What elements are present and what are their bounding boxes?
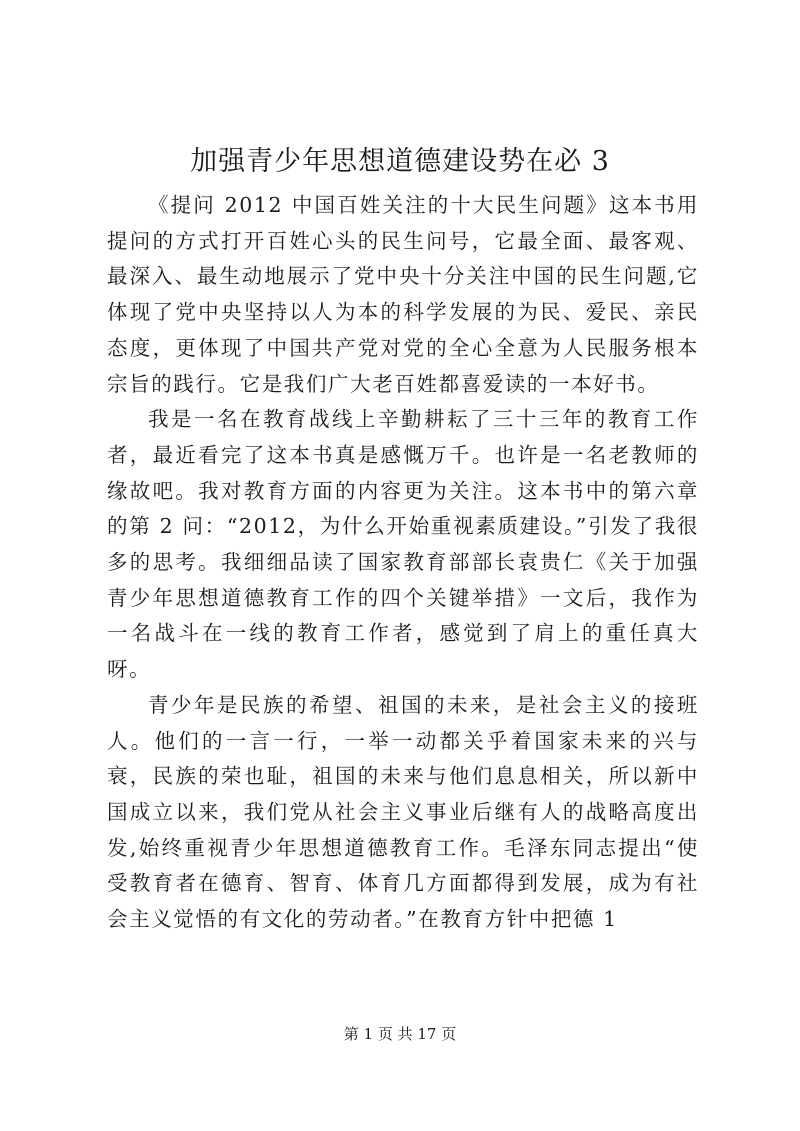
paragraph-3: 青少年是民族的希望、祖国的未来，是社会主义的接班人。他们的一言一行，一举一动都关乎着国家未来的兴与衰，民族的荣也耻，祖国的未来与他们息息相关，所以新中国成立以来，我们党从社会主义事业后继有人的战略高度出发,始终重视青少年思想道德教育工作。毛泽东同志提出“使受教育者在德育、智育、体育几方面都得到发展，成为有社会主义觉悟的有文化的劳动者。”在教育方针中把德 1	[107, 692, 699, 932]
document-body	[107, 188, 699, 938]
document-title: 加强青少年思想道德建设势在必 3	[190, 146, 610, 177]
paragraph-2: 我是一名在教育战线上辛勤耕耘了三十三年的教育工作者，最近看完了这本书真是感慨万千。也许是一名老教师的缘故吧。我对教育方面的内容更为关注。这本书中的第六章的第 2 问：“2012，为什么开始重视素质建设。”引发了我很多的思考。我细细品读了国家教育部部长袁贵仁《关于加强青少年思想道德教育工作的四个关键举措》一文后，我作为一名战斗在一线的教育工作者，感觉到了肩上的重任真大呀。	[107, 407, 699, 682]
paragraph-1: 《提问 2012 中国百姓关注的十大民生问题》这本书用提问的方式打开百姓心头的民生问号，它最全面、最客观、最深入、最生动地展示了党中央十分关注中国的民生问题,它体现了党中央坚持以人为本的科学发展的为民、爱民、亲民态度，更体现了中国共产党对党的全心全意为人民服务根本宗旨的践行。它是我们广大老百姓都喜爱读的一本好书。	[107, 193, 699, 396]
page-number-footer: 第 1 页 共 17 页	[343, 1025, 457, 1043]
